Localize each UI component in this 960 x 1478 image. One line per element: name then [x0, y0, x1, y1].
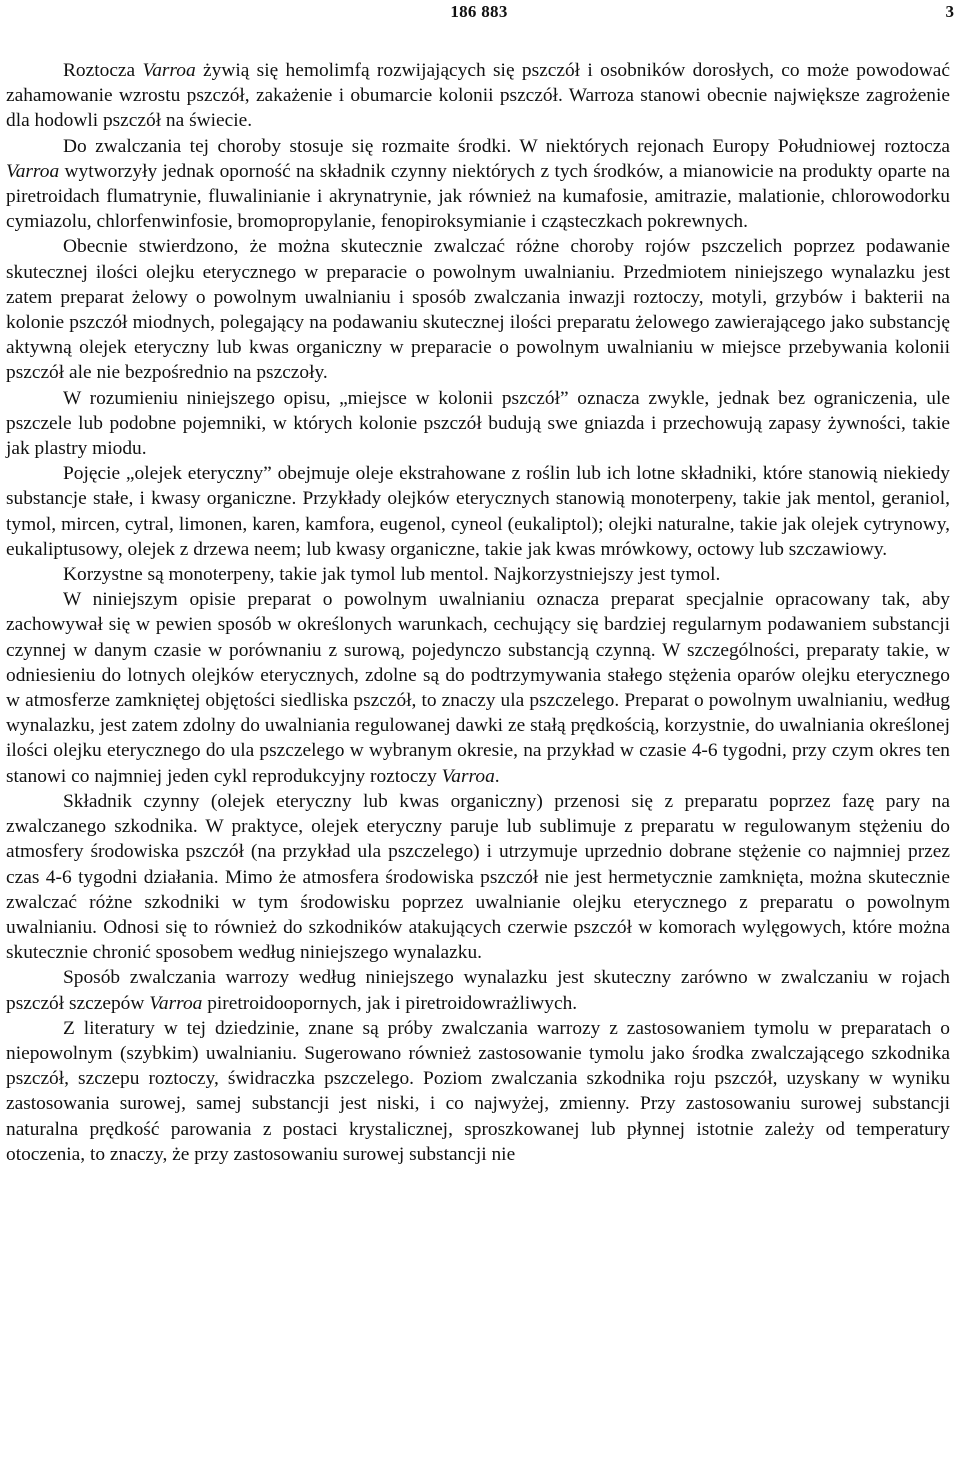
paragraph-prior-art: Z literatury w tej dziedzinie, znane są próby zwalczania warrozy z zastosowaniem tymolu w preparatach o niepowolnym (szybkim) uwalnianiu. Sugerowano również zastosowanie tymolu jako środka zwalczającego szkodnika pszczół, szczepu roztoczy, świdraczka pszczelego. Poziom zwalczania szkodnika roju pszczół, uzyskany w wyniku zastosowania surowej, samej substancji jest niski, i co najwyżej, zmienny. Przy zastosowaniu surowej substancji naturalna prędkość parowania z postaci krystalicznej, sproszkowanej lub płynnej istotnie zależy od temperatury otoczenia, to znaczy, że przy zastosowaniu surowej substancji nie [6, 1017, 950, 1165]
page-number: 3 [945, 2, 954, 21]
paragraph-colony-definition: W rozumieniu niniejszego opisu, „miejsce w kolonii pszczół” oznacza zwykle, jednak bez ograniczenia, ule pszczele lub podobne pojemniki, w których kolonie pszczół budują swe gniazda i przechowują zapasy żywności, takie jak plastry miodu. [6, 387, 950, 460]
italic-term: Varroa [149, 992, 203, 1014]
paragraph-slow-release-definition: W niniejszym opisie preparat o powolnym uwalnianiu oznacza preparat specjalnie opracowany tak, aby zachowywał się w pewien sposób w określonych warunkach, cechujący się bardziej regularnym podawaniem substancji czynnej w danym czasie w porównaniu z surową, pojedynczo substancją czynną. W szczególności, preparaty takie, w odniesieniu do lotnych olejków eterycznych, zdolne są do podtrzymywania stałego stężenia oparów olejku eterycznego w atmosferze zamkniętej objętości siedliska pszczół, to znaczy ula pszczelego. Preparat o powolnym uwalnianiu, według wynalazku, jest zatem zdolny do uwalniania regulowanej dawki ze stałą prędkością, korzystnie, do uwalniania określonej ilości olejku eterycznego do ula pszczelego w wybranym okresie, na przykład w czasie 4-6 tygodni, przy czym okres ten stanowi co najmniej jeden cykl reprodukcyjny roztoczy Varroa. [6, 589, 950, 787]
paragraph-vapour-phase: Składnik czynny (olejek eteryczny lub kwas organiczny) przenosi się z preparatu poprzez fazę pary na zwalczanego szkodnika. W praktyce, olejek eteryczny paruje lub sublimuje z preparatu w regulowanym stężeniu do atmosfery środowiska pszczół (na przykład ula pszczelego) i utrzymuje uprzednio dobrane stężenie co najmniej przez czas 4-6 tygodni działania. Mimo że atmosfera środowiska pszczół nie jest hermetycznie zamknięta, można skutecznie zwalczać różne szkodniki w tym środowisku poprzez uwalnianie olejku eterycznego z preparatu o powolnym uwalnianiu. Odnosi się to również do szkodników atakujących czerwie pszczół w komorach wylęgowych, które można skutecznie chronić sposobem według niniejszego wynalazku. [6, 790, 950, 964]
paragraph-invention-subject: Obecnie stwierdzono, że można skutecznie zwalczać różne choroby rojów pszczelich poprzez podawanie skutecznej ilości olejku eterycznego w preparacie o powolnym uwalnianiu. Przedmiotem niniejszego wynalazku jest zatem preparat żelowy o powolnym uwalnianiu i sposób zwalczania inwazji roztoczy, motyli, grzybów i bakterii na kolonie pszczół miodnych, polegający na podawaniu skutecznej ilości preparatu żelowego zawierającego jako substancję aktywną olejek eteryczny lub kwas organiczny w preparacie o powolnym uwalnianiu w miejsce przebywania kolonii pszczół ale nie bezpośrednio na pszczoły. [6, 236, 950, 384]
page-header [4, 2, 954, 26]
paragraph-essential-oil-definition: Pojęcie „olejek eteryczny” obejmuje oleje ekstrahowane z roślin lub ich lotne składniki, które stanowią niekiedy substancje stałe, i kwasy organiczne. Przykłady olejków eterycznych stanowią monoterpeny, takie jak mentol, geraniol, tymol, mircen, cytral, limonen, karen, kamfora, eugenol, cyneol (eukaliptol); olejki naturalne, takie jak olejek cytrynowy, eukaliptusowy, olejek z drzewa neem; lub kwasy organiczne, takie jak kwas mrówkowy, octowy lub szczawiowy. [6, 463, 950, 560]
italic-term: Varroa [6, 160, 60, 182]
italic-term: Varroa [441, 765, 495, 787]
paragraph-varroa-intro: Roztocza Varroa żywią się hemolimfą rozwijających się pszczół i osobników dorosłych, co może powodować zahamowanie wzrostu pszczół, zakażenie i obumarcie kolonii pszczół. Warroza stanowi obecnie największe zagrożenie dla hodowli pszczół na świecie. [6, 60, 950, 132]
patent-number: 186 883 [450, 2, 508, 21]
italic-term: Varroa [142, 60, 196, 81]
paragraph-resistance: Do zwalczania tej choroby stosuje się rozmaite środki. W niektórych rejonach Europy Południowej roztocza Varroa wytworzyły jednak oporność na składnik czynny niektórych z tych środków, a mianowicie na produkty oparte na piretroidach flumatrynie, fluwalinianie i akrynatrynie, jak również na kumafosie, amitrazie, malationie, chlorowodorku cymiazolu, chlorfenwinfosie, bromopropylanie, fenopiroksymianie i cząsteczkach pokrewnych. [6, 135, 950, 233]
document-body [6, 58, 950, 1167]
paragraph-method-effectiveness: Sposób zwalczania warrozy według niniejszego wynalazku jest skuteczny zarówno w zwalczaniu w rojach pszczół szczepów Varroa piretroidoopornych, jak i piretroidowrażliwych. [6, 967, 950, 1014]
paragraph-preferred-monoterpenes: Korzystne są monoterpeny, takie jak tymol lub mentol. Najkorzystniejszy jest tymol. [63, 564, 721, 586]
